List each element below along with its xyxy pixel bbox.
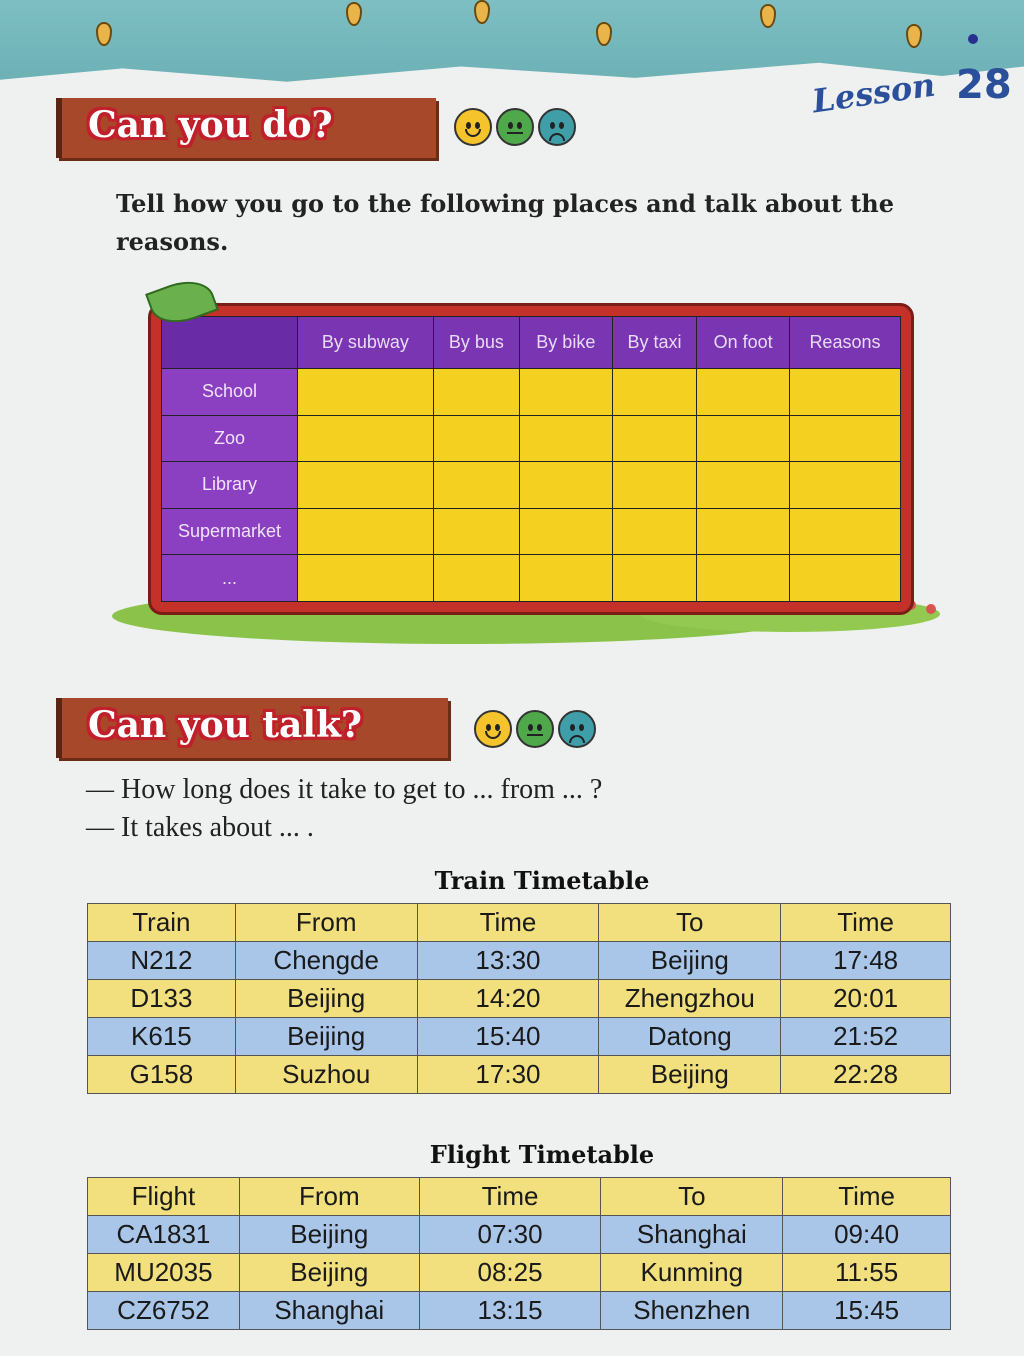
table-cell: K615: [88, 1018, 236, 1056]
table-cell: Suzhou: [235, 1056, 417, 1094]
table-cell: Beijing: [239, 1216, 419, 1254]
table-row: [88, 1292, 951, 1330]
column-header: By subway: [298, 317, 434, 369]
answer-cell[interactable]: [433, 415, 519, 462]
answer-cell[interactable]: [789, 415, 900, 462]
answer-cell[interactable]: [789, 369, 900, 416]
transport-table-frame: [148, 303, 914, 615]
column-header: Time: [781, 904, 951, 942]
neutral-face-icon: [496, 108, 534, 146]
table-cell: 07:30: [419, 1216, 601, 1254]
answer-cell[interactable]: [520, 462, 613, 509]
column-header: By taxi: [612, 317, 697, 369]
row-header: Zoo: [162, 415, 298, 462]
row-header: Library: [162, 462, 298, 509]
answer-cell[interactable]: [697, 462, 790, 509]
section-title-text: Can you do?: [88, 104, 333, 146]
sad-face-icon: [538, 108, 576, 146]
table-corner: [162, 317, 298, 369]
section-title-can-you-talk: [56, 698, 448, 758]
table-cell: Shanghai: [601, 1216, 783, 1254]
row-header: ...: [162, 555, 298, 602]
column-header: From: [239, 1178, 419, 1216]
answer-cell[interactable]: [298, 508, 434, 555]
table-cell: Datong: [599, 1018, 781, 1056]
column-header: On foot: [697, 317, 790, 369]
table-cell: 08:25: [419, 1254, 601, 1292]
column-header: Train: [88, 904, 236, 942]
table-cell: D133: [88, 980, 236, 1018]
train-timetable-title: Train Timetable: [434, 866, 650, 895]
table-cell: 21:52: [781, 1018, 951, 1056]
answer-cell[interactable]: [520, 508, 613, 555]
table-cell: MU2035: [88, 1254, 240, 1292]
answer-cell[interactable]: [789, 462, 900, 509]
table-row: [88, 1018, 951, 1056]
table-cell: Chengde: [235, 942, 417, 980]
table-cell: 17:48: [781, 942, 951, 980]
table-header-row: [88, 904, 951, 942]
column-header: Time: [783, 1178, 951, 1216]
answer-cell[interactable]: [612, 462, 697, 509]
column-header: Flight: [88, 1178, 240, 1216]
answer-cell[interactable]: [298, 415, 434, 462]
column-header: By bus: [433, 317, 519, 369]
flower-icon: [926, 604, 936, 614]
answer-cell[interactable]: [697, 415, 790, 462]
answer-cell[interactable]: [789, 555, 900, 602]
happy-face-icon: [454, 108, 492, 146]
answer-cell[interactable]: [612, 508, 697, 555]
table-cell: 13:30: [417, 942, 599, 980]
column-header: Time: [417, 904, 599, 942]
table-cell: Beijing: [235, 1018, 417, 1056]
answer-cell[interactable]: [433, 462, 519, 509]
table-cell: Shenzhen: [601, 1292, 783, 1330]
self-assessment-faces: [454, 108, 576, 146]
table-row: [88, 1254, 951, 1292]
dialog-line: — It takes about ... .: [86, 812, 314, 843]
table-cell: 11:55: [783, 1254, 951, 1292]
table-row: [88, 980, 951, 1018]
table-cell: CZ6752: [88, 1292, 240, 1330]
answer-cell[interactable]: [433, 369, 519, 416]
table-cell: 09:40: [783, 1216, 951, 1254]
table-cell: Beijing: [599, 1056, 781, 1094]
lesson-number: 28: [956, 62, 1012, 108]
table-cell: 15:45: [783, 1292, 951, 1330]
flight-timetable-title: Flight Timetable: [429, 1140, 655, 1169]
table-row: [162, 415, 901, 462]
row-header: School: [162, 369, 298, 416]
table-header-row: [88, 1178, 951, 1216]
table-cell: Beijing: [239, 1254, 419, 1292]
answer-cell[interactable]: [433, 508, 519, 555]
table-cell: Kunming: [601, 1254, 783, 1292]
table-cell: 22:28: [781, 1056, 951, 1094]
answer-cell[interactable]: [520, 369, 613, 416]
column-header: To: [599, 904, 781, 942]
answer-cell[interactable]: [520, 415, 613, 462]
answer-cell[interactable]: [298, 555, 434, 602]
table-cell: 20:01: [781, 980, 951, 1018]
table-cell: 15:40: [417, 1018, 599, 1056]
train-timetable: [87, 903, 951, 1094]
self-assessment-faces: [474, 710, 596, 748]
column-header: Time: [419, 1178, 601, 1216]
column-header: To: [601, 1178, 783, 1216]
table-cell: Beijing: [235, 980, 417, 1018]
table-row: [162, 508, 901, 555]
table-cell: Shanghai: [239, 1292, 419, 1330]
flight-timetable: [87, 1177, 951, 1330]
section-title-text: Can you talk?: [88, 704, 362, 746]
table-cell: N212: [88, 942, 236, 980]
answer-cell[interactable]: [697, 369, 790, 416]
table-cell: Beijing: [599, 942, 781, 980]
answer-cell[interactable]: [789, 508, 900, 555]
answer-cell[interactable]: [697, 508, 790, 555]
table-cell: 17:30: [417, 1056, 599, 1094]
table-cell: 14:20: [417, 980, 599, 1018]
table-cell: CA1831: [88, 1216, 240, 1254]
table-row: [162, 369, 901, 416]
table-row: [162, 555, 901, 602]
table-cell: Zhengzhou: [599, 980, 781, 1018]
section-title-can-you-do: [56, 98, 436, 158]
answer-cell[interactable]: [520, 555, 613, 602]
answer-cell[interactable]: [433, 555, 519, 602]
table-row: [88, 942, 951, 980]
table-cell: 13:15: [419, 1292, 601, 1330]
happy-face-icon: [474, 710, 512, 748]
lesson-dot-icon: [968, 34, 978, 44]
transport-table: [161, 316, 901, 602]
neutral-face-icon: [516, 710, 554, 748]
answer-cell[interactable]: [697, 555, 790, 602]
column-header: By bike: [520, 317, 613, 369]
column-header: From: [235, 904, 417, 942]
answer-cell[interactable]: [612, 369, 697, 416]
answer-cell[interactable]: [298, 369, 434, 416]
column-header: Reasons: [789, 317, 900, 369]
instruction-text: Tell how you go to the following places and talk about the reasons.: [116, 189, 894, 256]
table-row: [88, 1056, 951, 1094]
sad-face-icon: [558, 710, 596, 748]
lesson-heading: [809, 62, 1022, 121]
answer-cell[interactable]: [612, 415, 697, 462]
answer-cell[interactable]: [612, 555, 697, 602]
table-cell: G158: [88, 1056, 236, 1094]
table-row: [162, 462, 901, 509]
row-header: Supermarket: [162, 508, 298, 555]
lesson-word: Lesson: [809, 65, 938, 121]
table-row: [88, 1216, 951, 1254]
answer-cell[interactable]: [298, 462, 434, 509]
dialog-line: — How long does it take to get to ... from ... ?: [86, 774, 603, 805]
table-header-row: [162, 317, 901, 369]
